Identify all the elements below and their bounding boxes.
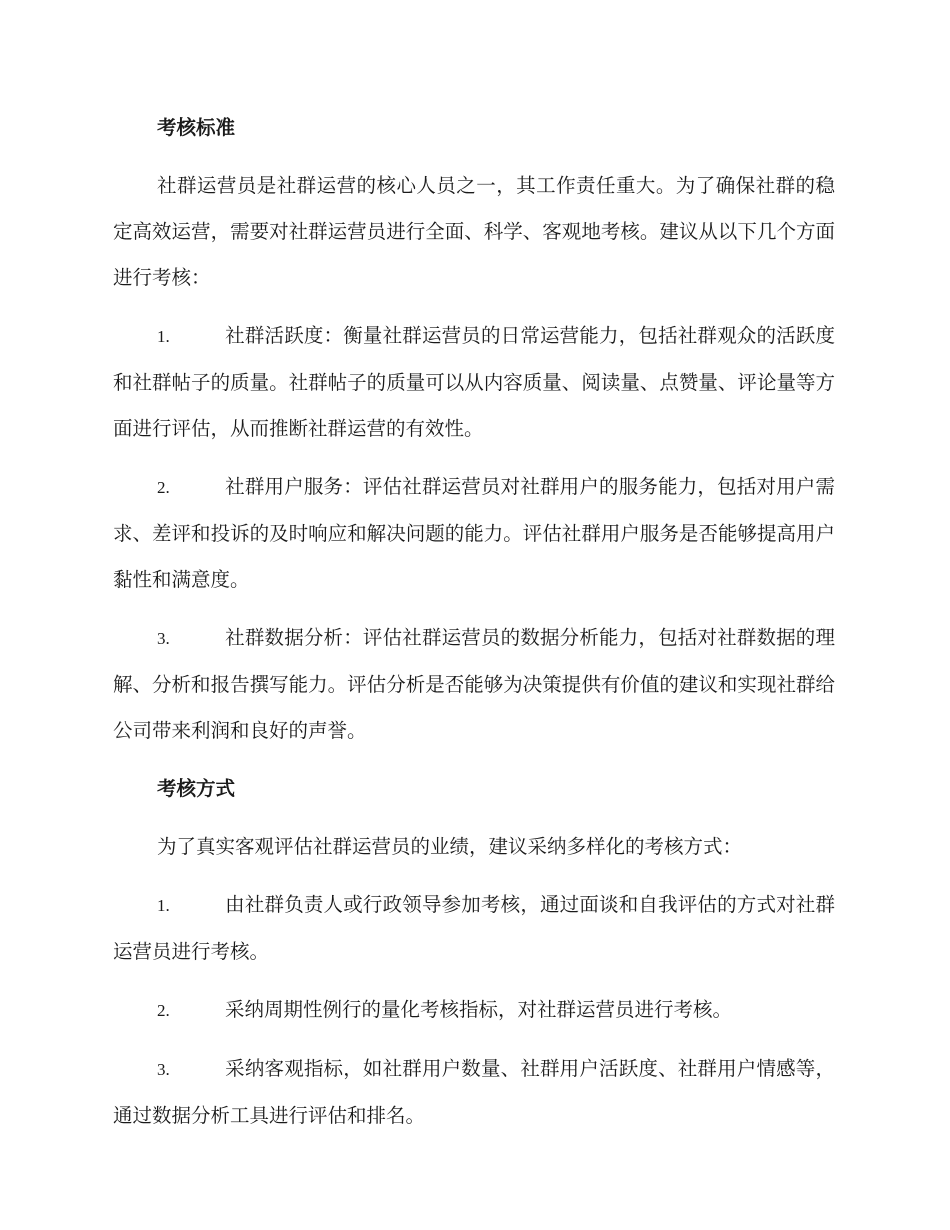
list-number: 3. (157, 1060, 170, 1079)
criteria-list-item (113, 615, 835, 754)
list-number: 2. (157, 1001, 170, 1020)
list-item-text: 社群数据分析：评估社群运营员的数据分析能力，包括对社群数据的理解、分析和报告撰写能力。评估分析是否能够为决策提供有价值的建议和实现社群给公司带来利润和良好的声誉。 (113, 626, 835, 742)
list-number: 3. (157, 629, 170, 648)
list-item-text: 由社群负责人或行政领导参加考核，通过面谈和自我评估的方式对社群运营员进行考核。 (113, 893, 835, 963)
list-number: 1. (157, 327, 170, 346)
criteria-list-item (113, 464, 835, 603)
section-heading-methods: 考核方式 (157, 777, 236, 800)
list-item-text: 社群活跃度：衡量社群运营员的日常运营能力，包括社群观众的活跃度和社群帖子的质量。社群帖子的质量可以从内容质量、阅读量、点赞量、评论量等方面进行评估，从而推断社群运营的有效性。 (113, 324, 835, 440)
section-heading-criteria: 考核标准 (157, 116, 236, 139)
list-number: 1. (157, 896, 170, 915)
methods-list-item (113, 882, 835, 975)
criteria-intro-paragraph: 社群运营员是社群运营的核心人员之一，其工作责任重大。为了确保社群的稳定高效运营，需要对社群运营员进行全面、科学、客观地考核。建议从以下几个方面进行考核： (113, 174, 835, 289)
methods-list-item (113, 987, 835, 1034)
document-page (113, 105, 835, 1151)
methods-intro-paragraph: 为了真实客观评估社群运营员的业绩，建议采纳多样化的考核方式： (157, 835, 743, 858)
list-item-text: 社群用户服务：评估社群运营员对社群用户的服务能力，包括对用户需求、差评和投诉的及时响应和解决问题的能力。评估社群用户服务是否能够提高用户黏性和满意度。 (113, 475, 835, 591)
list-number: 2. (157, 478, 170, 497)
list-item-text: 采纳周期性例行的量化考核指标，对社群运营员进行考核。 (225, 998, 733, 1021)
list-item-text: 采纳客观指标，如社群用户数量、社群用户活跃度、社群用户情感等，通过数据分析工具进行评估和排名。 (113, 1057, 835, 1127)
methods-list-item (113, 1046, 835, 1139)
criteria-list-item (113, 313, 835, 452)
